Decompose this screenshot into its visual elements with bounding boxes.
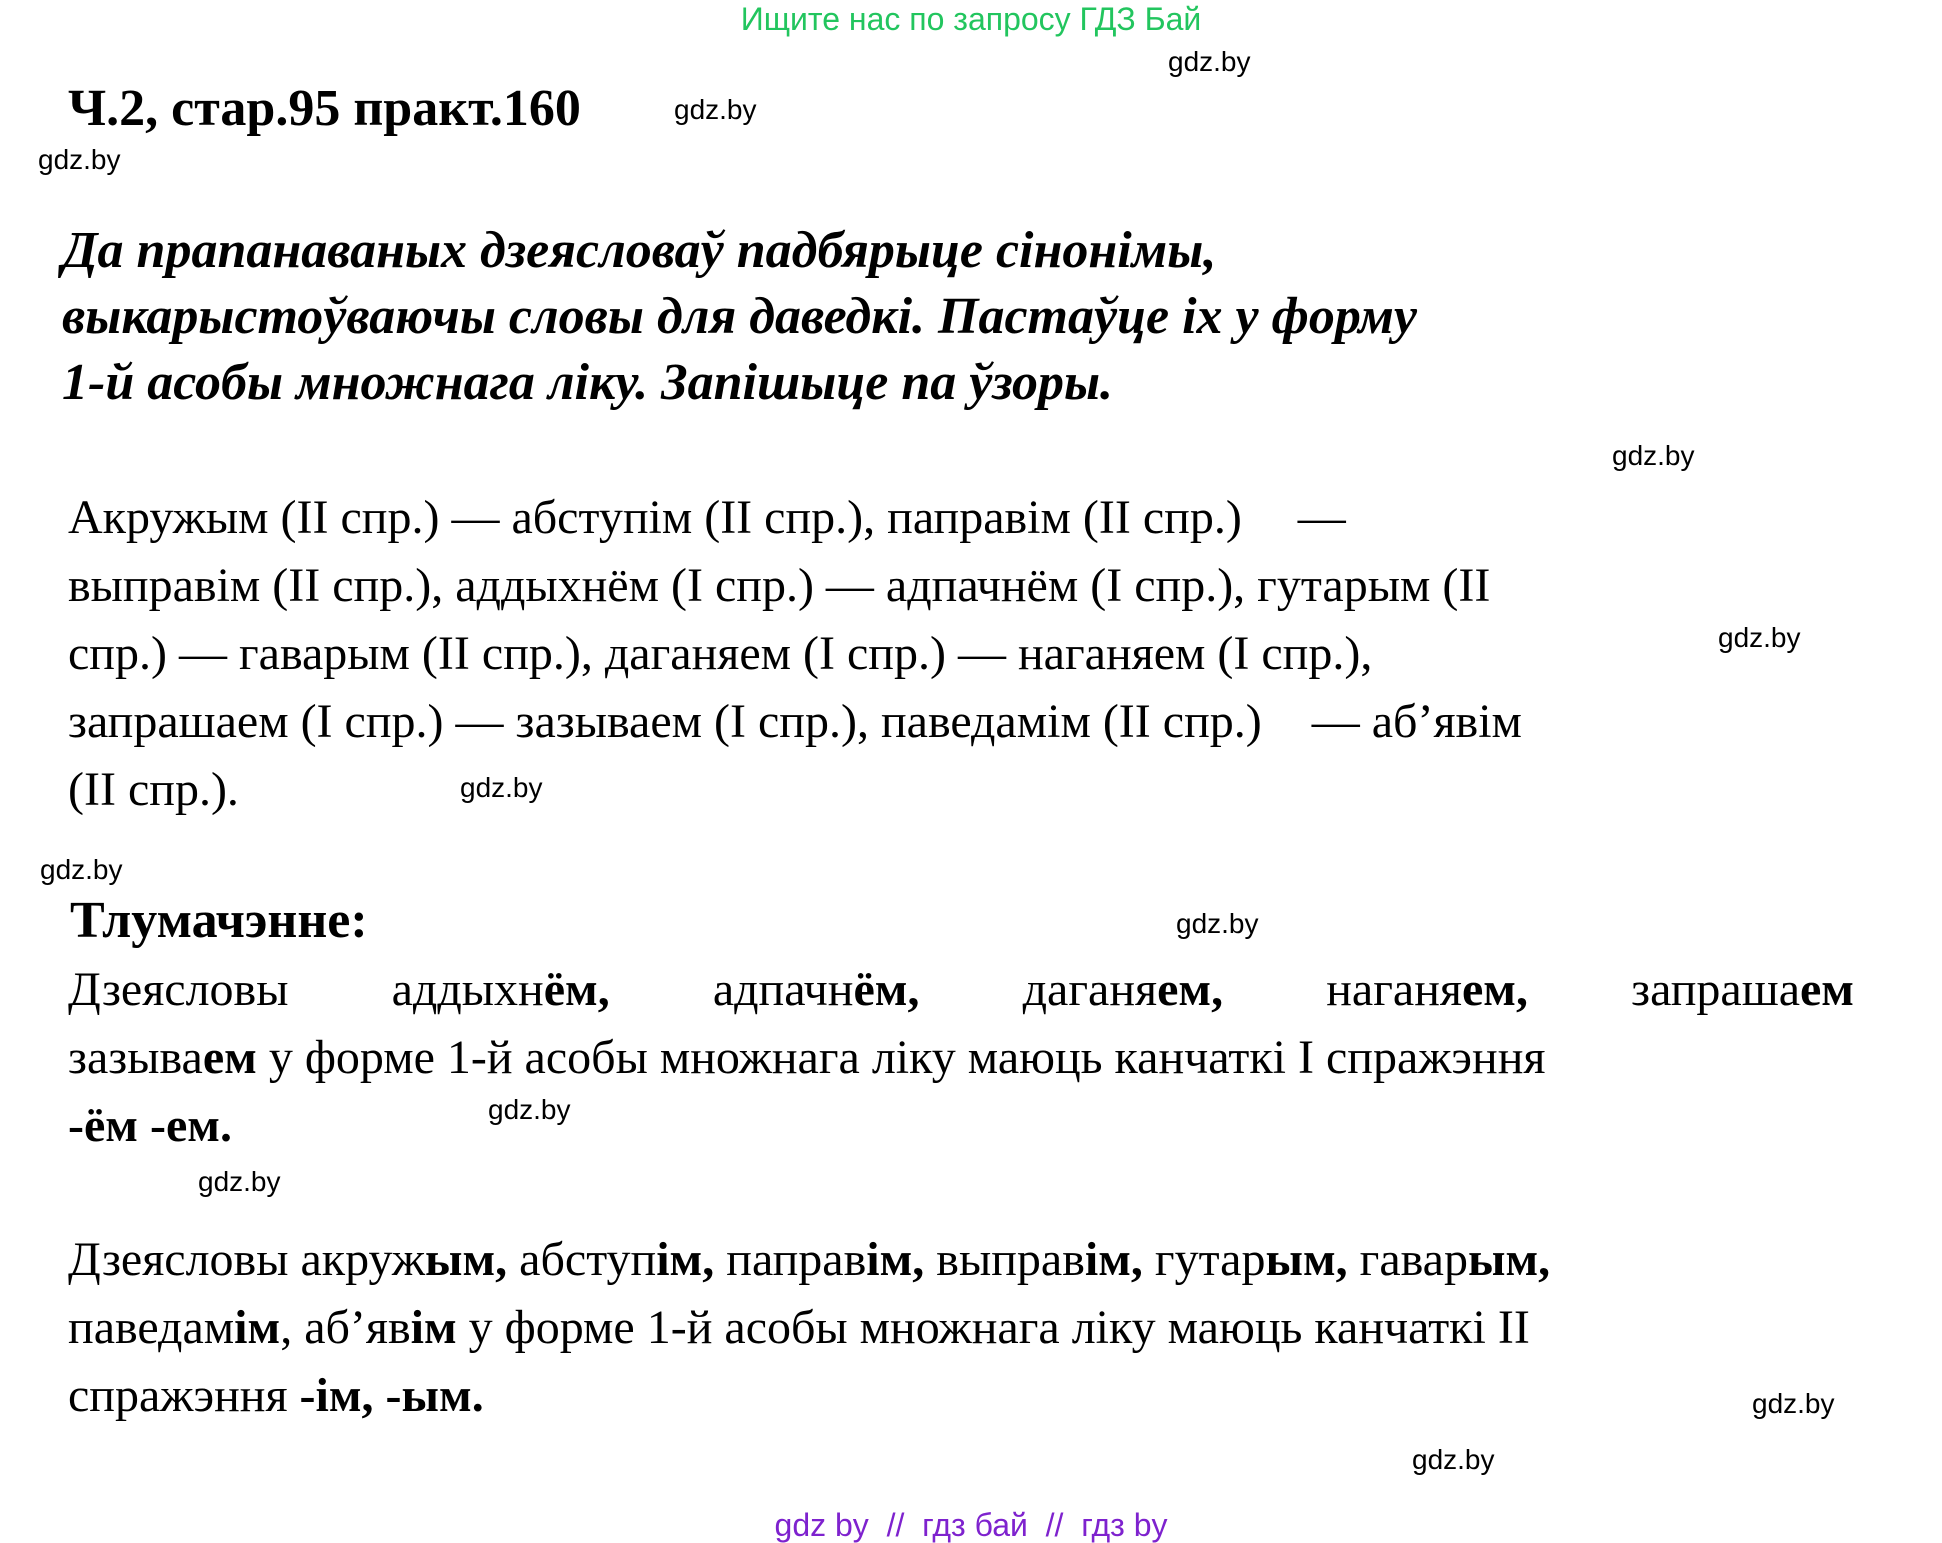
explanation-line: [68, 1024, 1868, 1092]
watermark: gdz.by: [460, 772, 543, 803]
text-run: гутар: [1142, 1233, 1266, 1286]
ending-bold: ем,: [1461, 963, 1528, 1016]
answer-line-part: Акружым (ІІ спр.) — абступім (ІІ спр.), паправім (ІІ спр.): [68, 491, 1242, 544]
answer-line-part: запрашаем (І спр.) — зазываем (І спр.), паведамім (ІІ спр.): [68, 695, 1262, 748]
ending-bold: ем,: [1157, 963, 1224, 1016]
word: аддыхнём,: [391, 963, 610, 1016]
ending-bold: ём,: [853, 963, 920, 1016]
text-run: паправ: [714, 1233, 867, 1286]
ending-bold: ім: [234, 1301, 281, 1354]
task-line: Да прапанаваных дзеясловаў падбярыце сінонімы,: [62, 222, 1217, 279]
task-line: 1-й асобы множнага ліку. Запішыце па ўзоры.: [62, 354, 1114, 411]
watermark: gdz.by: [1412, 1444, 1495, 1475]
word: даганяем,: [1022, 963, 1224, 1016]
watermark: gdz.by: [1718, 622, 1801, 653]
watermark: gdz.by: [674, 94, 757, 125]
ending-bold: ём,: [543, 963, 610, 1016]
ending-bold: ым,: [1467, 1233, 1551, 1286]
text-run: спражэння: [68, 1369, 300, 1422]
ending-bold: -ім, -ым.: [299, 1369, 484, 1422]
ending-bold: ім,: [656, 1233, 715, 1286]
watermark: gdz.by: [38, 144, 121, 175]
watermark: gdz.by: [1168, 46, 1251, 77]
text-run: паведам: [68, 1301, 235, 1354]
ending-bold: -ём -ем.: [68, 1099, 232, 1152]
answer-line: (ІІ спр.).: [68, 763, 239, 816]
word: адпачнём,: [712, 963, 920, 1016]
ending-bold: ім,: [866, 1233, 925, 1286]
text-run: абступ: [507, 1233, 657, 1286]
ending-bold: ім,: [1084, 1233, 1143, 1286]
ending-bold: ем: [1800, 963, 1854, 1016]
text-run: у форме 1-й асобы множнага ліку маюць канчаткі ІІ: [456, 1301, 1530, 1354]
footer-links: gdz by // гдз бай // гдз by: [774, 1507, 1168, 1543]
text-run: , аб’яв: [280, 1301, 411, 1354]
word: наганяем,: [1326, 963, 1528, 1016]
watermark: gdz.by: [1612, 440, 1695, 471]
ending-bold: ым,: [424, 1233, 508, 1286]
watermark: gdz.by: [40, 854, 123, 885]
text-run: выправ: [924, 1233, 1085, 1286]
explanation-line: [68, 1362, 1868, 1430]
ending-bold: ем: [202, 1031, 257, 1084]
explanation-paragraph-1: [68, 956, 1868, 1160]
ending-bold: ім: [410, 1301, 457, 1354]
answer-line-part: — аб’явім: [1311, 695, 1522, 748]
text-run: зазыва: [68, 1031, 203, 1084]
ending-bold: ым,: [1265, 1233, 1348, 1286]
explanation-line: [68, 1226, 1868, 1294]
explanation-paragraph-2: [68, 1226, 1868, 1430]
answer-text: [68, 484, 1868, 824]
explanation-line: [68, 956, 1854, 1024]
word: запрашаем: [1631, 963, 1854, 1016]
word: Дзеясловы: [68, 963, 289, 1016]
text-run: у форме 1-й асобы множнага ліку маюць канчаткі І спражэння: [256, 1031, 1546, 1084]
text-run: Дзеясловы акруж: [68, 1233, 425, 1286]
watermark: gdz.by: [1752, 1388, 1835, 1419]
watermark: gdz.by: [198, 1166, 281, 1197]
page-heading: Ч.2, стар.95 практ.160: [68, 80, 581, 137]
watermark: gdz.by: [1176, 908, 1259, 939]
search-banner: Ищите нас по запросу ГДЗ Бай: [740, 1, 1202, 37]
explanation-line: [68, 1092, 1868, 1160]
answer-line: [68, 484, 1868, 552]
task-line: выкарыстоўваючы словы для даведкі. Пастаўце іх у форму: [62, 288, 1417, 345]
text-run: гавар: [1347, 1233, 1468, 1286]
answer-line: выправім (ІІ спр.), аддыхнём (І спр.) — адпачнём (І спр.), гутарым (ІІ: [68, 559, 1491, 612]
explanation-title: Тлумачэнне:: [70, 892, 368, 949]
watermark: gdz.by: [488, 1094, 571, 1125]
answer-line-part: —: [1297, 491, 1346, 544]
answer-line: [68, 688, 1868, 756]
task-text: [62, 218, 1842, 416]
explanation-line: [68, 1294, 1868, 1362]
answer-line: спр.) — гаварым (ІІ спр.), даганяем (І спр.) — наганяем (І спр.),: [68, 627, 1373, 680]
